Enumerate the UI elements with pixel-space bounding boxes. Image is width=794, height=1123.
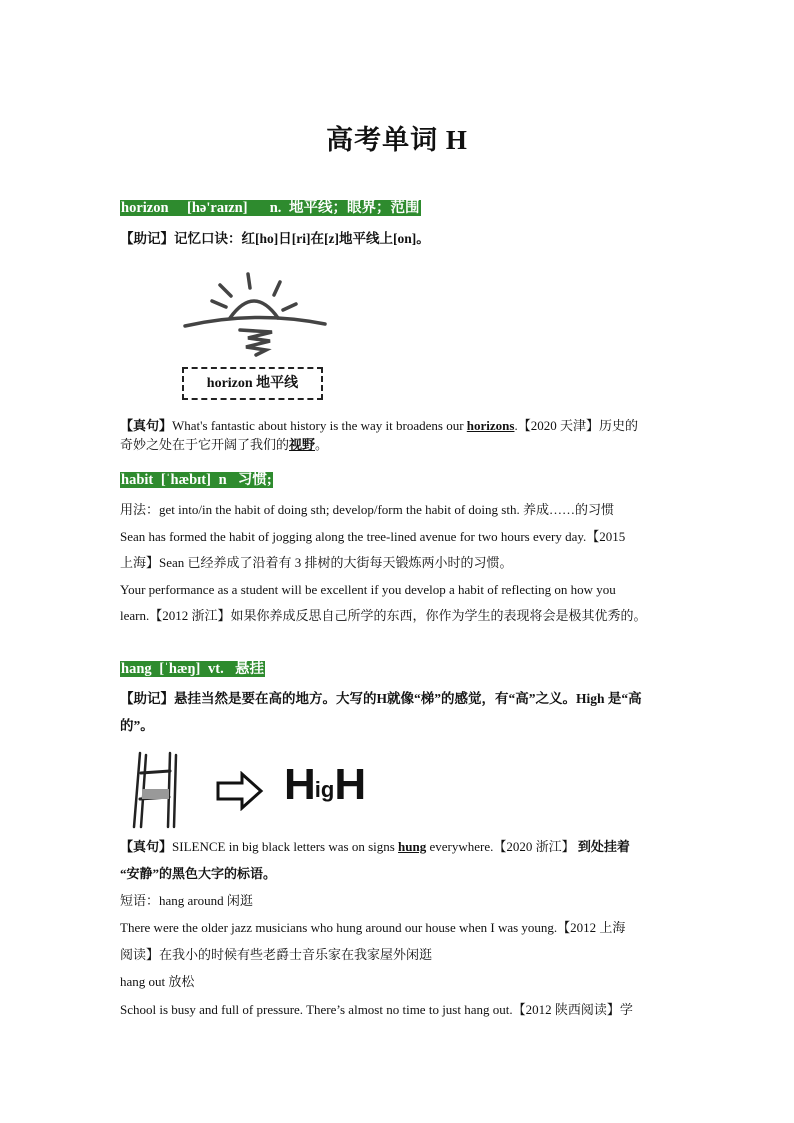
ladder-rung xyxy=(141,771,170,773)
horizon-translation: 奇妙之处在于它开阔了我们的视野。 xyxy=(120,437,329,452)
sun-arc xyxy=(230,301,278,318)
example-label: 【真句】 xyxy=(120,839,173,854)
hang-mnemonic-line2: 的”。 xyxy=(120,718,154,733)
horizon-example: 【真句】What's fantastic about history is the way it broadens our horizons.【2020 天津】历史的 xyxy=(120,418,638,433)
arrow-right-icon xyxy=(215,771,265,811)
hang-phonetic: [ˈhæŋ] xyxy=(159,661,201,677)
keyword-shiye: 视野 xyxy=(289,437,316,452)
hang-phrase-2-example: School is busy and full of pressure. There’s almost no time to just hang out.【2012 陕西阅读】学 xyxy=(120,1002,633,1017)
habit-example-2: Your performance as a student will be excellent if you develop a habit of reflecting on how you xyxy=(120,582,616,597)
keyword-hung: hung xyxy=(398,839,427,854)
horizon-phonetic: [hə'raɪzn] xyxy=(187,200,248,216)
habit-example-2-translation: learn.【2012 浙江】如果你养成反思自己所学的东西，你作为学生的表现将会是极其优秀的。 xyxy=(120,608,647,623)
hang-example: 【真句】SILENCE in big black letters was on signs hung everywhere.【2020 浙江】 到处挂着 xyxy=(120,839,630,854)
sun-ray xyxy=(283,304,296,310)
hang-mnemonic: 【助记】悬挂当然是要在高的地方。大写的H就像“梯”的感觉，有“高”之义。High 是“高 xyxy=(120,691,642,706)
habit-example-1: Sean has formed the habit of jogging along the tree-lined avenue for two hours every day.【2015 xyxy=(120,529,626,544)
ladder-rail-right-inner xyxy=(174,755,176,827)
hang-phrase-1-example: There were the older jazz musicians who hung around our house when I was young.【2012 上海 xyxy=(120,920,626,935)
sun-ray xyxy=(274,282,280,295)
mnemonic-text: 记忆口诀：红[ho]日[ri]在[z]地平线上[on]。 xyxy=(174,231,430,246)
hang-header xyxy=(120,658,265,680)
ladder-rung-shadow xyxy=(142,789,169,799)
habit-phonetic: [ˈhæbɪt] xyxy=(160,472,211,488)
mnemonic-label: 【助记】 xyxy=(120,691,174,706)
horizon-word: horizon xyxy=(121,200,169,216)
keyword-horizons: horizons xyxy=(466,418,515,433)
hang-word: hang xyxy=(121,661,152,677)
habit-meaning: 习惯; xyxy=(237,472,272,488)
horizon-line xyxy=(185,317,325,326)
habit-usage: 用法：get into/in the habit of doing sth; develop/form the habit of doing sth. 养成……的习惯 xyxy=(120,502,614,517)
sun-ray xyxy=(220,285,231,296)
habit-example-1-translation: 上海】Sean 已经养成了沿着有 3 排树的大街每天锻炼两小时的习惯。 xyxy=(120,555,513,570)
hang-pos: vt. xyxy=(207,661,224,677)
horizon-sunrise-illustration xyxy=(180,268,330,363)
high-word-illustration: HigH xyxy=(284,760,366,809)
sun-reflection xyxy=(240,330,272,355)
habit-word: habit xyxy=(121,472,154,488)
example-label: 【真句】 xyxy=(120,418,173,433)
horizon-mnemonic xyxy=(120,229,676,249)
hang-example-translation: “安静”的黑色大字的标语。 xyxy=(120,866,277,881)
sun-ray xyxy=(248,274,250,288)
hang-phrase-2: hang out 放松 xyxy=(120,974,195,989)
mnemonic-label: 【助记】 xyxy=(120,231,174,246)
horizon-header xyxy=(120,197,421,219)
horizon-pos: n. xyxy=(269,200,282,216)
horizon-meaning: 地平线；眼界；范围 xyxy=(289,200,420,216)
horizon-caption-box: horizon 地平线 xyxy=(182,367,323,400)
hang-phrase-1: 短语：hang around 闲逛 xyxy=(120,893,253,908)
ladder-illustration xyxy=(126,749,186,831)
habit-pos: n xyxy=(218,472,227,488)
hang-phrase-1-translation: 阅读】在我小的时候有些老爵士音乐家在我家屋外闲逛 xyxy=(120,947,433,962)
ladder-rail-left xyxy=(134,753,140,827)
habit-header xyxy=(120,469,273,491)
hang-meaning: 悬挂 xyxy=(234,661,264,677)
page-title: 高考单词 H xyxy=(326,125,468,155)
sun-ray xyxy=(212,301,226,307)
